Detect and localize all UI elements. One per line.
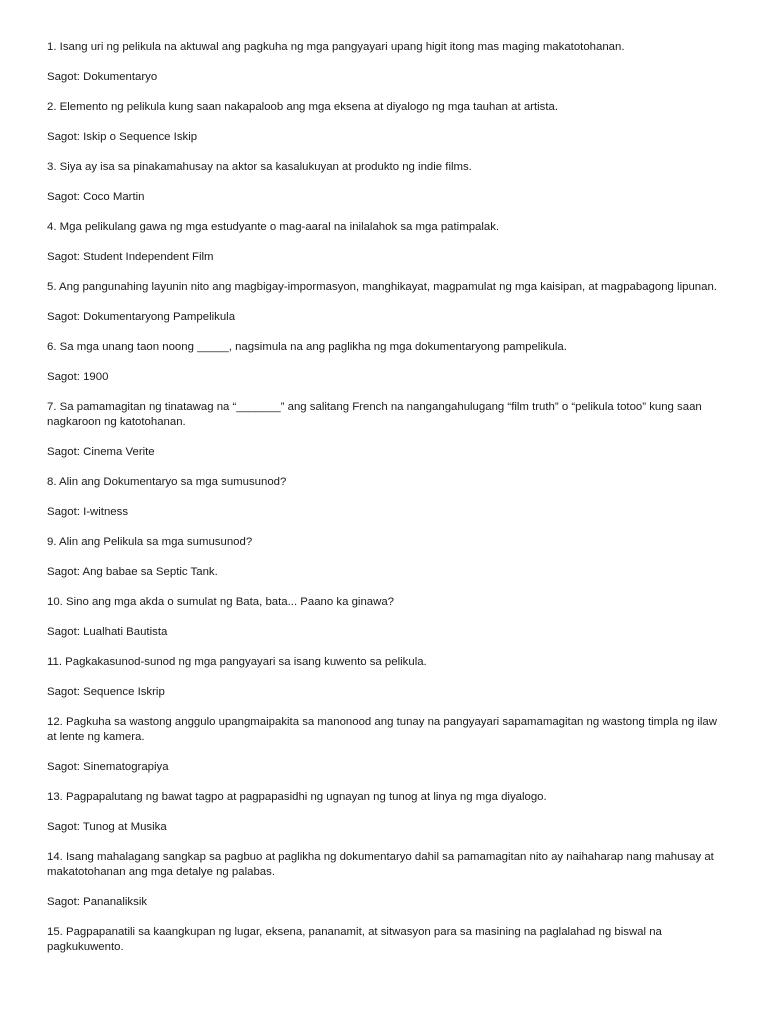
qa-item-14 [47,850,727,910]
qa-item-12 [47,715,727,775]
qa-item-7 [47,400,727,460]
question-5: 5. Ang pangunahing layunin nito ang magbigay-impormasyon, manghikayat, magpamulat ng mga kaisipan, at magpabagong lipunan. [47,281,717,293]
answer-5: Sagot: Dokumentaryong Pampelikula [47,311,236,323]
question-1: 1. Isang uri ng pelikula na aktuwal ang pagkuha ng mga pangyayari upang higit itong mas maging makatotohanan. [47,41,625,53]
question-7: 7. Sa pamamagitan ng tinatawag na “_______” ang salitang French na nangangahulugang “film truth” o “pelikula totoo” kung saan nagkaroon ng katotohanan. [47,401,702,428]
qa-item-8 [47,475,727,520]
answer-10: Sagot: Lualhati Bautista [47,626,168,638]
question-9: 9. Alin ang Pelikula sa mga sumusunod? [47,536,253,548]
qa-item-5 [47,280,727,325]
answer-4: Sagot: Student Independent Film [47,251,214,263]
qa-item-4 [47,220,727,265]
qa-item-3 [47,160,727,205]
answer-11: Sagot: Sequence Iskrip [47,686,165,698]
qa-item-10 [47,595,727,640]
document-body [47,40,727,970]
answer-6: Sagot: 1900 [47,371,109,383]
question-13: 13. Pagpapalutang ng bawat tagpo at pagpapasidhi ng ugnayan ng tunog at linya ng mga diyalogo. [47,791,547,803]
answer-1: Sagot: Dokumentaryo [47,71,158,83]
question-12: 12. Pagkuha sa wastong anggulo upangmaipakita sa manonood ang tunay na pangyayari sapamamagitan ng wastong timpla ng ilaw at lente ng kamera. [47,716,717,743]
question-15: 15. Pagpapanatili sa kaangkupan ng lugar, eksena, pananamit, at sitwasyon para sa masining na paglalahad ng biswal na pagkukuwento. [47,926,662,953]
qa-item-15 [47,925,727,955]
qa-item-6 [47,340,727,385]
question-10: 10. Sino ang mga akda o sumulat ng Bata, bata... Paano ka ginawa? [47,596,395,608]
question-3: 3. Siya ay isa sa pinakamahusay na aktor sa kasalukuyan at produkto ng indie films. [47,161,472,173]
answer-7: Sagot: Cinema Verite [47,446,155,458]
question-14: 14. Isang mahalagang sangkap sa pagbuo at paglikha ng dokumentaryo dahil sa pamamagitan nito ay naihaharap nang mahusay at makatotohanan ang mga detalye ng palabas. [47,851,714,878]
answer-14: Sagot: Pananaliksik [47,896,148,908]
question-8: 8. Alin ang Dokumentaryo sa mga sumusunod? [47,476,287,488]
qa-item-13 [47,790,727,835]
answer-2: Sagot: Iskip o Sequence Iskip [47,131,198,143]
answer-9: Sagot: Ang babae sa Septic Tank. [47,566,218,578]
qa-item-1 [47,40,727,85]
qa-item-2 [47,100,727,145]
answer-8: Sagot: I-witness [47,506,129,518]
question-11: 11. Pagkakasunod-sunod ng mga pangyayari sa isang kuwento sa pelikula. [47,656,427,668]
answer-12: Sagot: Sinematograpiya [47,761,169,773]
answer-3: Sagot: Coco Martin [47,191,145,203]
qa-item-11 [47,655,727,700]
question-6: 6. Sa mga unang taon noong _____, nagsimula na ang paglikha ng mga dokumentaryong pampelikula. [47,341,567,353]
answer-13: Sagot: Tunog at Musika [47,821,167,833]
qa-item-9 [47,535,727,580]
question-4: 4. Mga pelikulang gawa ng mga estudyante o mag-aaral na inilalahok sa mga patimpalak. [47,221,500,233]
question-2: 2. Elemento ng pelikula kung saan nakapaloob ang mga eksena at diyalogo ng mga tauhan at artista. [47,101,559,113]
